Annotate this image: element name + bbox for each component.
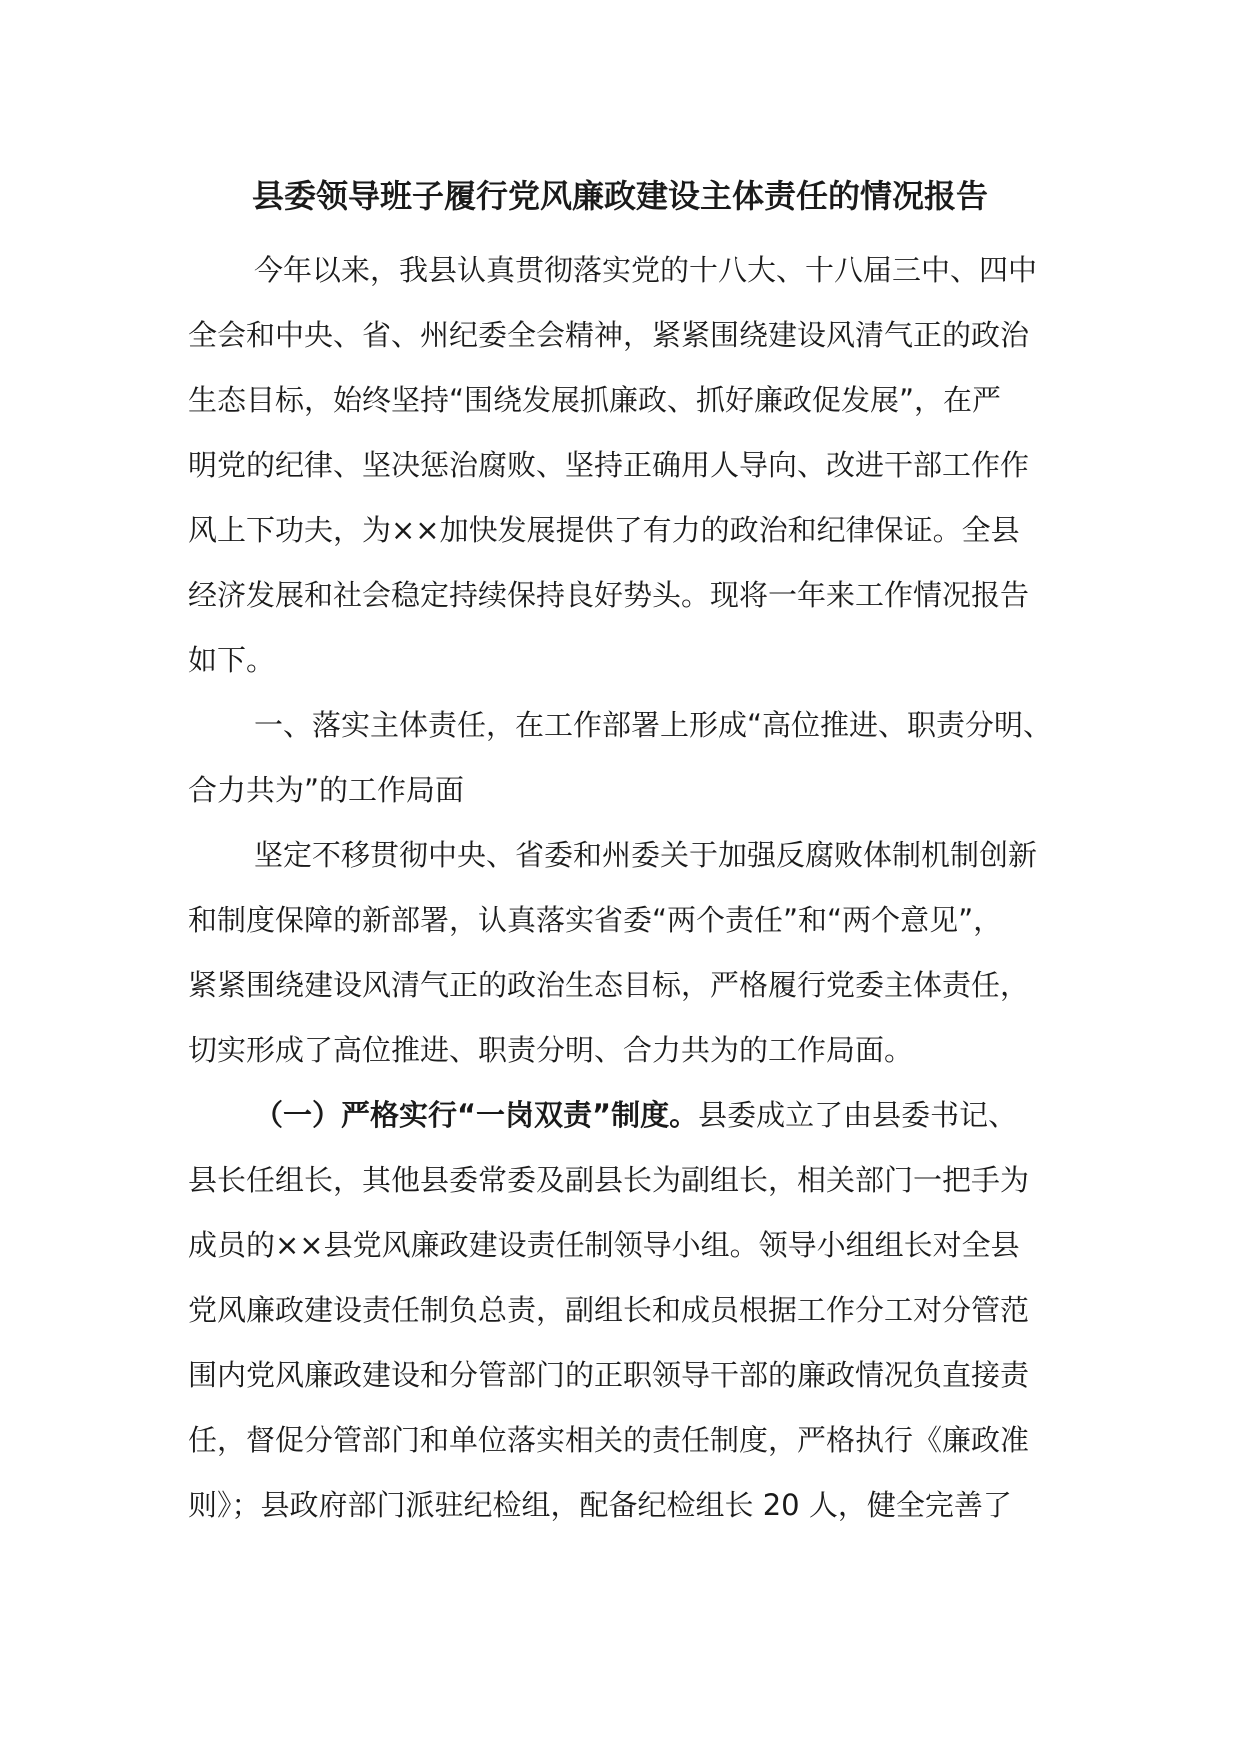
paragraph-line: 紧紧围绕建设风清气正的政治生态目标，严格履行党委主体责任， [188,968,1030,1002]
subsection-heading: （一）严格实行“一岗双责”制度。 [254,1098,699,1132]
paragraph-line: 如下。 [188,643,276,677]
paragraph-line: 坚定不移贯彻中央、省委和州委关于加强反腐败体制机制创新 [254,838,1038,872]
paragraph-line: 则》；县政府部门派驻纪检组，配备纪检组长 20 人，健全完善了 [188,1488,1012,1522]
paragraph-line: 党风廉政建设责任制负总责，副组长和成员根据工作分工对分管范 [188,1293,1030,1327]
paragraph-line: 全会和中央、省、州纪委全会精神，紧紧围绕建设风清气正的政治 [188,318,1030,352]
paragraph-line: 风上下功夫，为××加快发展提供了有力的政治和纪律保证。全县 [188,513,1020,547]
document-title: 县委领导班子履行党风廉政建设主体责任的情况报告 [251,177,988,215]
section-heading-line: 一、落实主体责任，在工作部署上形成“高位推进、职责分明、 [254,708,1053,742]
subsection-first-line [188,1083,1068,1148]
section-heading-line: 合力共为”的工作局面 [188,773,465,807]
paragraph-line: 和制度保障的新部署，认真落实省委“两个责任”和“两个意见”， [188,903,1003,937]
paragraph-line: 成员的××县党风廉政建设责任制领导小组。领导小组组长对全县 [188,1228,1020,1262]
paragraph-line: 经济发展和社会稳定持续保持良好势头。现将一年来工作情况报告 [188,578,1030,612]
paragraph-line: 县长任组长，其他县委常委及副县长为副组长，相关部门一把手为 [188,1163,1030,1197]
paragraph-line: 围内党风廉政建设和分管部门的正职领导干部的廉政情况负直接责 [188,1358,1030,1392]
paragraph-line: 明党的纪律、坚决惩治腐败、坚持正确用人导向、改进干部工作作 [188,448,1030,482]
paragraph-line: 任，督促分管部门和单位落实相关的责任制度，严格执行《廉政准 [188,1423,1030,1457]
paragraph-line: 今年以来，我县认真贯彻落实党的十八大、十八届三中、四中 [254,253,1038,287]
document-body [188,238,1068,1538]
paragraph-line: 切实形成了高位推进、职责分明、合力共为的工作局面。 [188,1033,914,1067]
subsection-text: 县委成立了由县委书记、 [698,1098,1018,1132]
paragraph-line: 生态目标，始终坚持“围绕发展抓廉政、抓好廉政促发展”，在严 [188,383,1002,417]
